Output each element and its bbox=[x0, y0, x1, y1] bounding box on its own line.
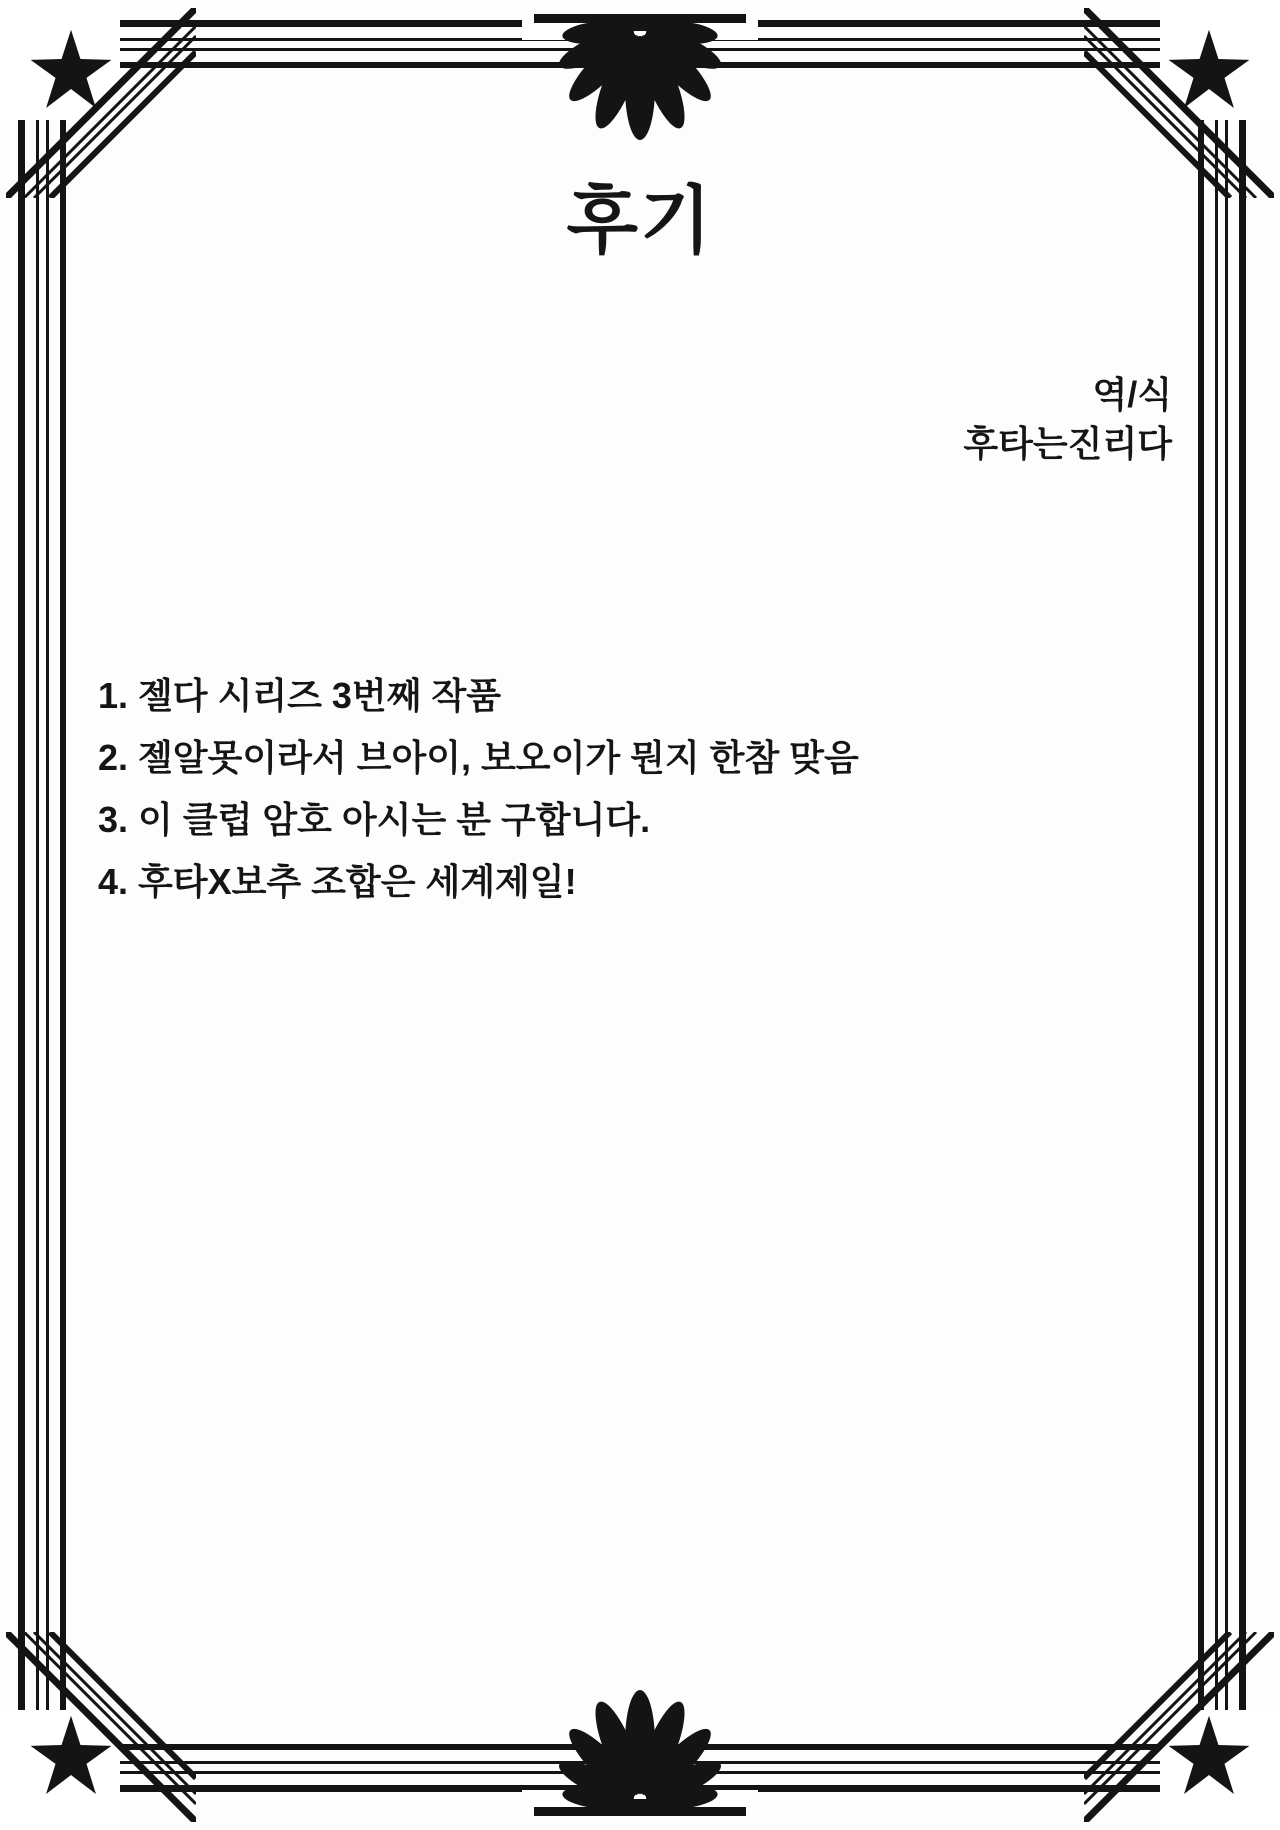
list-item: 1. 젤다 시리즈 3번째 작품 bbox=[98, 675, 502, 717]
list-item: 4. 후타X보추 조합은 세계제일! bbox=[98, 860, 577, 902]
page-content bbox=[80, 90, 1200, 1720]
page-title: 후기 bbox=[566, 179, 714, 262]
star-icon bbox=[1166, 1714, 1252, 1800]
credits-block bbox=[80, 370, 1200, 469]
credit-role: 역/식 bbox=[1092, 373, 1172, 415]
afterword-notes-list bbox=[80, 665, 1200, 913]
list-item: 2. 젤알못이라서 브아이, 보오이가 뭔지 한참 맞음 bbox=[98, 736, 859, 778]
credit-name: 후타는진리다 bbox=[963, 423, 1172, 465]
star-icon bbox=[28, 1714, 114, 1800]
list-item: 3. 이 클럽 암호 아시는 분 구합니다. bbox=[98, 798, 651, 840]
